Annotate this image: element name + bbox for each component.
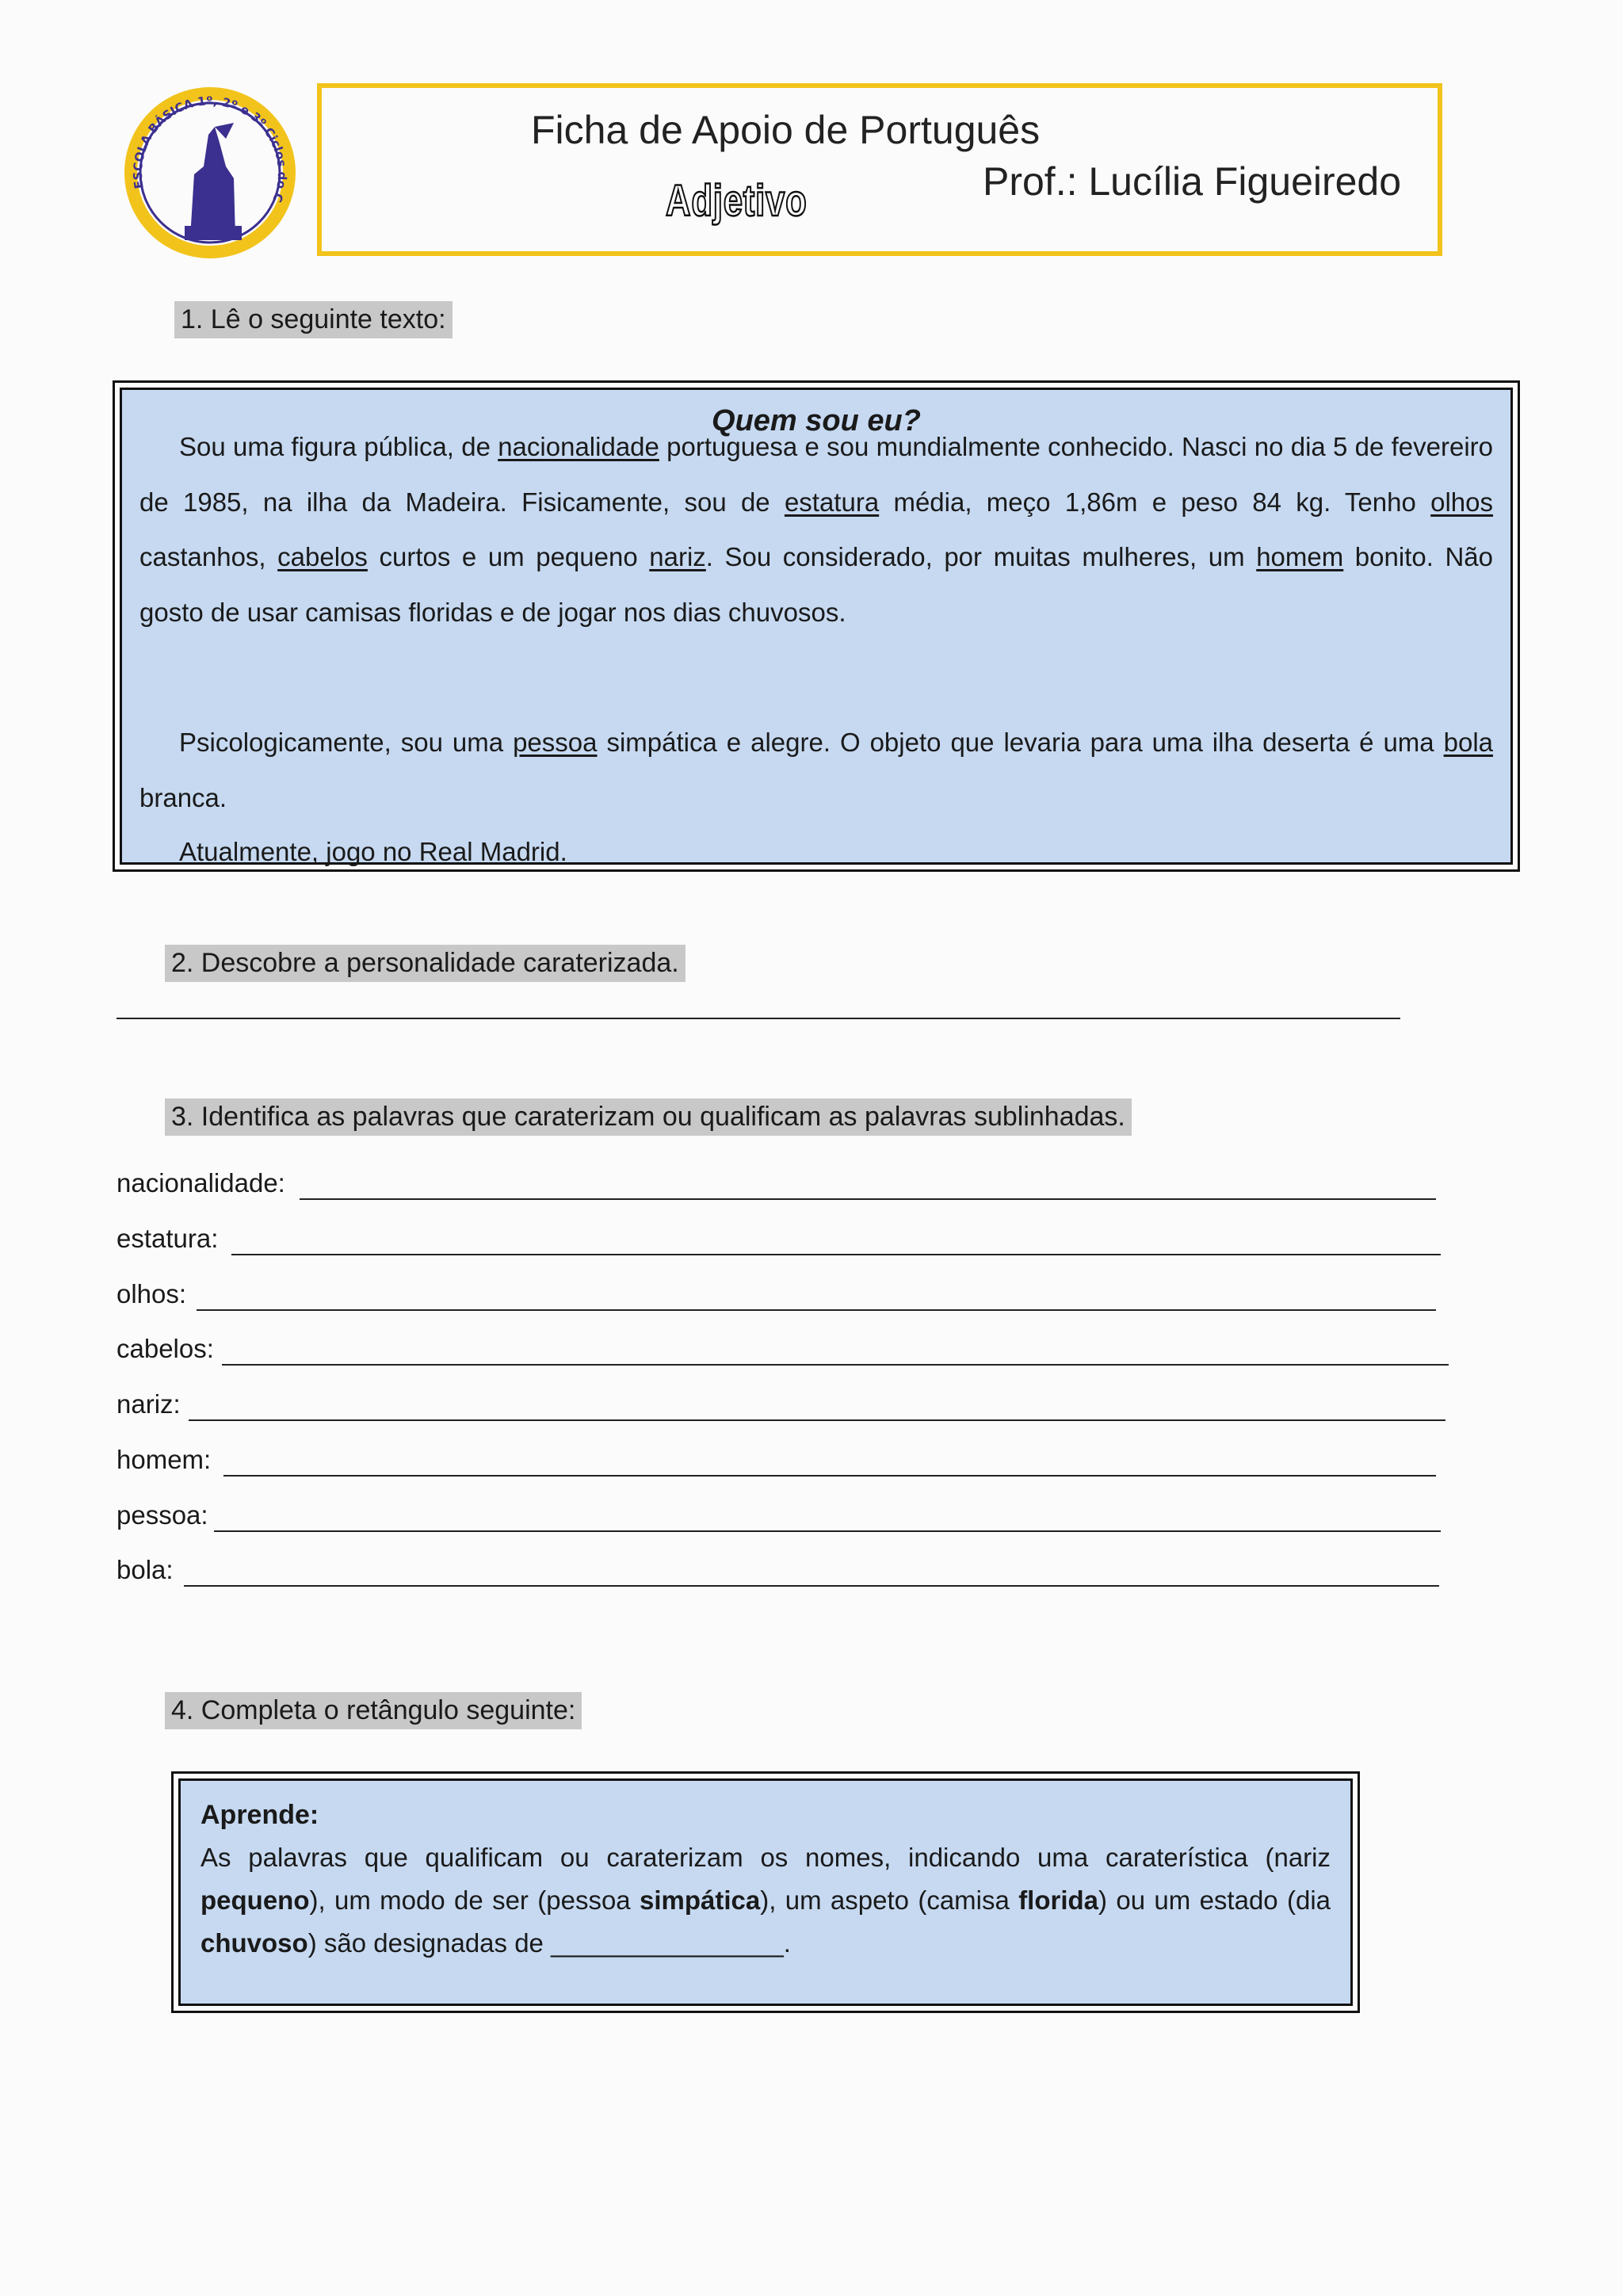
page-title: Ficha de Apoio de Português bbox=[531, 108, 1041, 152]
answer-line-bola[interactable] bbox=[184, 1585, 1439, 1587]
fill-label-nariz: nariz: bbox=[116, 1389, 181, 1419]
reading-text-box bbox=[113, 380, 1520, 872]
teacher-name: Prof.: Lucília Figueiredo bbox=[983, 159, 1402, 204]
page-subtitle: Adjetivo bbox=[666, 175, 808, 225]
question-3-label: 3. Identifica as palavras que caraterizam ou qualificam as palavras sublinhadas. bbox=[165, 1098, 1132, 1136]
fill-label-cabelos: cabelos: bbox=[116, 1334, 214, 1363]
answer-line-q2[interactable] bbox=[116, 1018, 1400, 1019]
fill-label-olhos: olhos: bbox=[116, 1279, 187, 1308]
school-logo bbox=[115, 79, 305, 266]
question-1-label: 1. Lê o seguinte texto: bbox=[174, 301, 453, 338]
answer-line-pessoa[interactable] bbox=[214, 1530, 1441, 1532]
fill-label-nacionalidade: nacionalidade: bbox=[116, 1168, 285, 1198]
fill-label-estatura: estatura: bbox=[116, 1224, 219, 1253]
learn-text: As palavras que qualificam ou caraterizam os nomes, indicando uma caraterística (nariz pequeno), um modo de ser (pessoa simpática), um aspeto (camisa florida) ou um estado (dia chuvoso) são designadas de ________________. bbox=[200, 1843, 1331, 1958]
learn-title: Aprende: bbox=[200, 1800, 319, 1830]
reading-paragraph-1: Sou uma figura pública, de nacionalidade portuguesa e sou mundialmente conhecido. Nasci no dia 5 de fevereiro de 1985, na ilha da Madeira. Fisicamente, sou de estatura média, meço 1,86m e peso 84 kg. Tenho olhos castanhos, cabelos curtos e um pequeno nariz. Sou considerado, por muitas mulheres, um homem bonito. Não gosto de usar camisas floridas e de jogar nos dias chuvosos. bbox=[139, 432, 1493, 627]
answer-line-homem[interactable] bbox=[223, 1475, 1436, 1477]
question-2-label: 2. Descobre a personalidade caraterizada. bbox=[165, 945, 685, 982]
fill-label-pessoa: pessoa: bbox=[116, 1500, 208, 1530]
reading-paragraph-3: Atualmente, jogo no Real Madrid. bbox=[179, 837, 567, 866]
answer-line-estatura[interactable] bbox=[231, 1254, 1441, 1255]
answer-line-olhos[interactable] bbox=[197, 1309, 1436, 1311]
reading-title: Quem sou eu? bbox=[712, 404, 921, 437]
fill-label-homem: homem: bbox=[116, 1445, 212, 1474]
answer-line-nariz[interactable] bbox=[189, 1419, 1445, 1421]
reading-paragraph-2: Psicologicamente, sou uma pessoa simpática e alegre. O objeto que levaria para uma ilha deserta é uma bola branca. bbox=[139, 728, 1493, 812]
answer-line-nacionalidade[interactable] bbox=[300, 1198, 1436, 1200]
fill-label-bola: bola: bbox=[116, 1555, 174, 1584]
logo-text: ESCOLA BÁSICA 1º, 2º e 3º Ciclos do C bbox=[130, 94, 290, 204]
learn-box bbox=[171, 1771, 1360, 2013]
question-4-label: 4. Completa o retângulo seguinte: bbox=[165, 1692, 582, 1729]
answer-line-cabelos[interactable] bbox=[222, 1364, 1449, 1366]
